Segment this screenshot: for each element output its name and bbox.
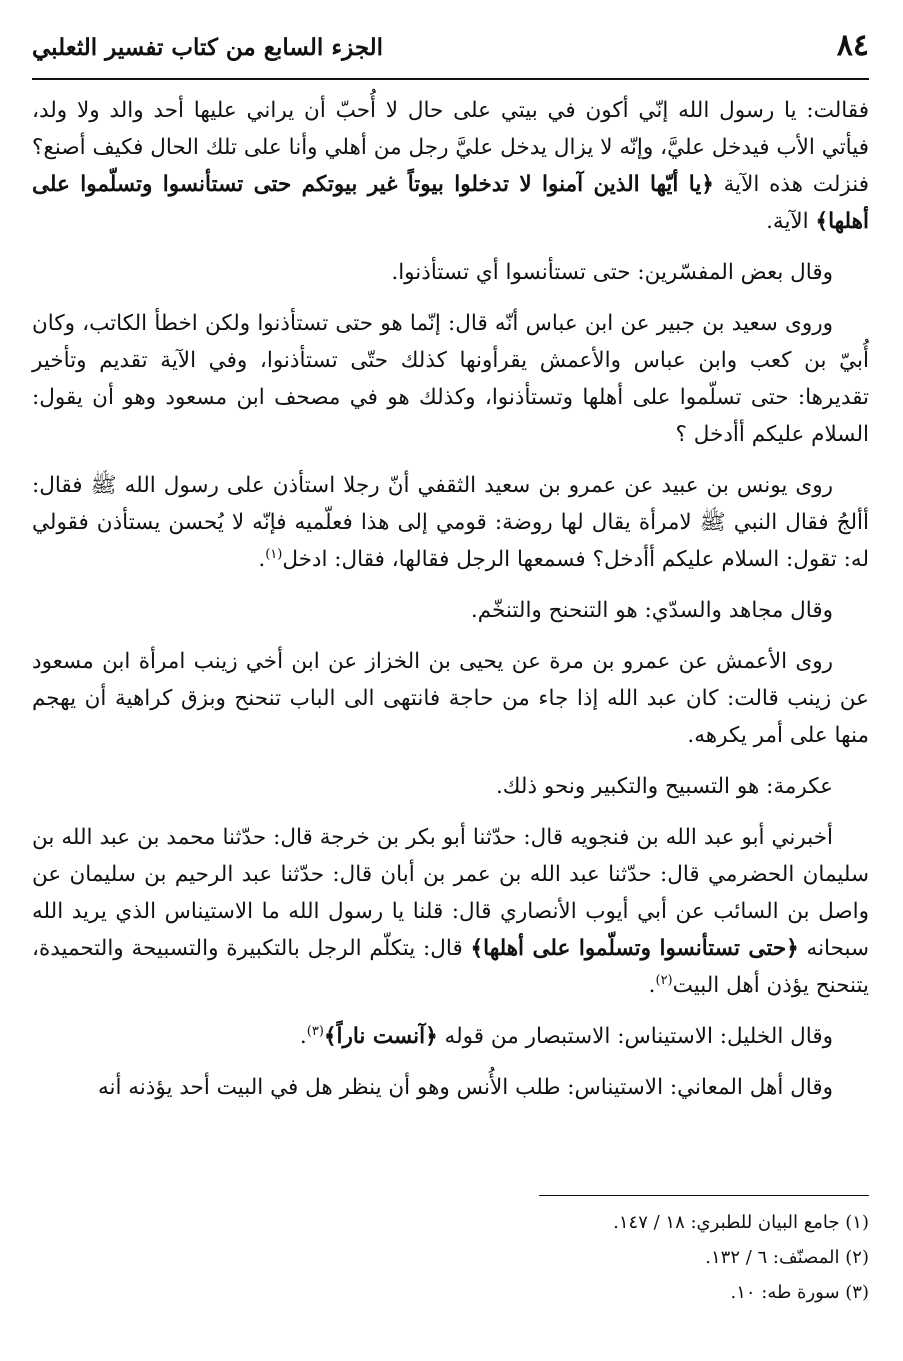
quran-verse: ﴿يا أيّها الذين آمنوا لا تدخلوا بيوتاً غير بيوتكم حتى تستأنسوا وتسلّموا على أهلها﴾ bbox=[32, 172, 869, 234]
paragraph: أخبرني أبو عبد الله بن فنجويه قال: حدّثنا أبو بكر بن خرجة قال: حدّثنا محمد بن عبد الله بن سليمان الحضرمي قال: حدّثنا عبد الله بن عمر بن أبان قال: حدّثنا عبد الرحيم بن سليمان عن واصل بن السائب عن أبي أيوب الأنصاري قال: قلنا يا رسول الله ما الاستيناس الذي يريد الله سبحانه ﴿حتى تستأنسوا وتسلّموا على أهلها﴾ قال: يتكلّم الرجل بالتكبيرة والتسبيحة والتحميدة، يتنحنح يؤذن أهل البيت$^{(٢)}$. bbox=[32, 825, 869, 998]
running-title: الجزء السابع من كتاب تفسير الثعلبي bbox=[32, 34, 384, 61]
footnote: (٣) سورة طه: ١٠. bbox=[730, 1282, 869, 1303]
paragraph: وروى سعيد بن جبير عن ابن عباس أنّه قال: إنّما هو حتى تستأذنوا ولكن اخطأ الكاتب، وكان أُبيّ بن كعب وابن عباس والأعمش يقرأونها كذلك حتّى تستأذنوا، وفي الآية تقديم وتأخير تقديرها: حتى تسلّموا على أهلها وتستأذنوا، وكذلك هو في مصحف ابن مسعود وهو أن يقول: السلام عليكم أأدخل ؟ bbox=[32, 311, 869, 447]
page-number: ٨٤ bbox=[836, 28, 869, 63]
paragraph: روى يونس بن عبيد عن عمرو بن سعيد الثقفي أنّ رجلا استأذن على رسول الله ﷺ فقال: أألجُ فقال النبي ﷺ لامرأة يقال لها روضة: قومي إلى هذا فعلّميه فإنّه لا يُحسن يستأذن فقولي له: تقول: السلام عليكم أأدخل؟ فسمعها الرجل فقالها، فقال: ادخل$^{(١)}$. bbox=[32, 473, 869, 572]
main-text bbox=[32, 92, 869, 1120]
paragraph: وقال الخليل: الاستيناس: الاستبصار من قوله ﴿آنست ناراً﴾$^{(٣)}$. bbox=[299, 1023, 833, 1049]
footnote-ref: (٣) bbox=[306, 1023, 324, 1039]
footnotes bbox=[32, 1195, 869, 1310]
quran-verse: ﴿آنست ناراً﴾ bbox=[323, 1024, 438, 1049]
paragraph: فقالت: يا رسول الله إنّي أكون في بيتي على حال لا أُحبّ أن يراني عليها أحد والد ولا ولد، فيأتي الأب فيدخل عليَّ، وإنّه لا يزال يدخل عليَّ رجل من أهلي وأنا على تلك الحال فكيف أصنع؟ فنزلت هذه الآية ﴿يا أيّها الذين آمنوا لا تدخلوا بيوتاً غير بيوتكم حتى تستأنسوا وتسلّموا على أهلها﴾ الآية. bbox=[32, 98, 869, 234]
footnote: (١) جامع البيان للطبري: ١٨ / ١٤٧. bbox=[613, 1212, 869, 1233]
footnote: (٢) المصنّف: ٦ / ١٣٢. bbox=[705, 1247, 869, 1268]
footnote-ref: (١) bbox=[265, 546, 283, 562]
footnote-ref: (٢) bbox=[655, 972, 673, 988]
paragraph: وقال بعض المفسّرين: حتى تستأنسوا أي تستأذنوا. bbox=[391, 260, 833, 285]
paragraph: وقال مجاهد والسدّي: هو التنحنح والتنخّم. bbox=[470, 598, 833, 623]
paragraph: روى الأعمش عن عمرو بن مرة عن يحيى بن الخزاز عن ابن أخي زينب امرأة ابن مسعود عن زينب قالت: كان عبد الله إذا جاء من حاجة فانتهى الى الباب تنحنح وبزق كراهية أن يهجم منها على أمر يكرهه. bbox=[32, 649, 869, 748]
footnote-divider bbox=[539, 1195, 869, 1196]
page-header bbox=[32, 26, 869, 80]
paragraph: عكرمة: هو التسبيح والتكبير ونحو ذلك. bbox=[495, 774, 833, 799]
paragraph: وقال أهل المعاني: الاستيناس: طلب الأُنس وهو أن ينظر هل في البيت أحد يؤذنه أنه bbox=[97, 1075, 833, 1100]
quran-verse: ﴿حتى تستأنسوا وتسلّموا على أهلها﴾ bbox=[470, 936, 799, 961]
